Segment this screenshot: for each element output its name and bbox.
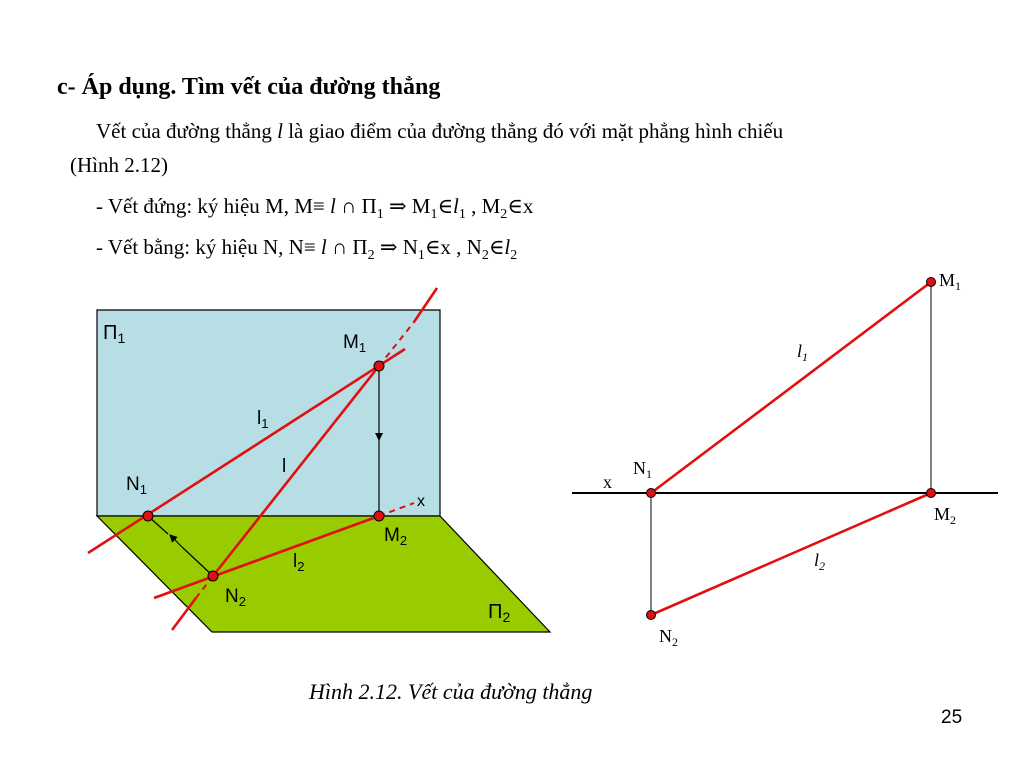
line-l1-right <box>651 282 931 493</box>
point-m2 <box>374 511 384 521</box>
label-n2-right: $N_2$ <box>659 626 678 649</box>
figure-caption: Hình 2.12. Vết của đường thẳng <box>309 679 593 704</box>
bullet-frontal-trace: - Vết đứng: ký hiệu M, M≡ l ∩ $\Pi_1$ ⇒ $M_1\in l_1$ , $M_2\in x$ <box>96 194 534 223</box>
label-pi2: $\Pi_2$ <box>488 601 511 625</box>
label-l1: $l_1$ <box>257 408 269 431</box>
label-pi1: $\Pi_1$ <box>103 322 126 346</box>
point-n2-right <box>647 611 656 620</box>
point-n1 <box>143 511 153 521</box>
orthographic-view <box>572 270 998 649</box>
label-l: l <box>282 456 287 477</box>
intro-line-2: (Hình 2.12) <box>70 153 168 177</box>
label-x-right: x <box>603 472 612 492</box>
section-heading: c- Áp dụng. Tìm vết của đường thẳng <box>57 74 441 100</box>
point-m1-right <box>927 278 936 287</box>
label-n1: $N_1$ <box>126 474 147 497</box>
label-m2-right: $M_2$ <box>934 504 957 527</box>
horizontal-plane-pi2 <box>97 516 550 632</box>
point-n1-right <box>647 489 656 498</box>
page-number: 25 <box>941 707 963 728</box>
label-n1-right: $N_1$ <box>633 458 652 481</box>
label-x-left: x <box>417 493 425 510</box>
label-l1-right: $l_1$ <box>797 341 809 364</box>
spatial-view <box>88 288 550 632</box>
point-m1 <box>374 361 384 371</box>
point-m2-right <box>927 489 936 498</box>
label-l2: $l_2$ <box>293 551 305 574</box>
line-l2-right <box>651 493 931 615</box>
label-m1: $M_1$ <box>343 332 367 355</box>
label-n2: $N_2$ <box>225 586 246 609</box>
frontal-plane-pi1 <box>97 310 440 516</box>
label-m2: $M_2$ <box>384 525 408 548</box>
point-n2 <box>208 571 218 581</box>
label-l2-right: $l_2$ <box>814 550 826 573</box>
label-m1-right: $M_1$ <box>939 270 962 293</box>
intro-line-1: Vết của đường thẳng l là giao điểm của đường thẳng đó với mặt phẳng hình chiếu <box>96 119 784 143</box>
bullet-horizontal-trace: - Vết bằng: ký hiệu N, N≡ l ∩ $\Pi_2$ ⇒ $N_1\in x$ , $N_2\in l_2$ <box>96 235 518 264</box>
